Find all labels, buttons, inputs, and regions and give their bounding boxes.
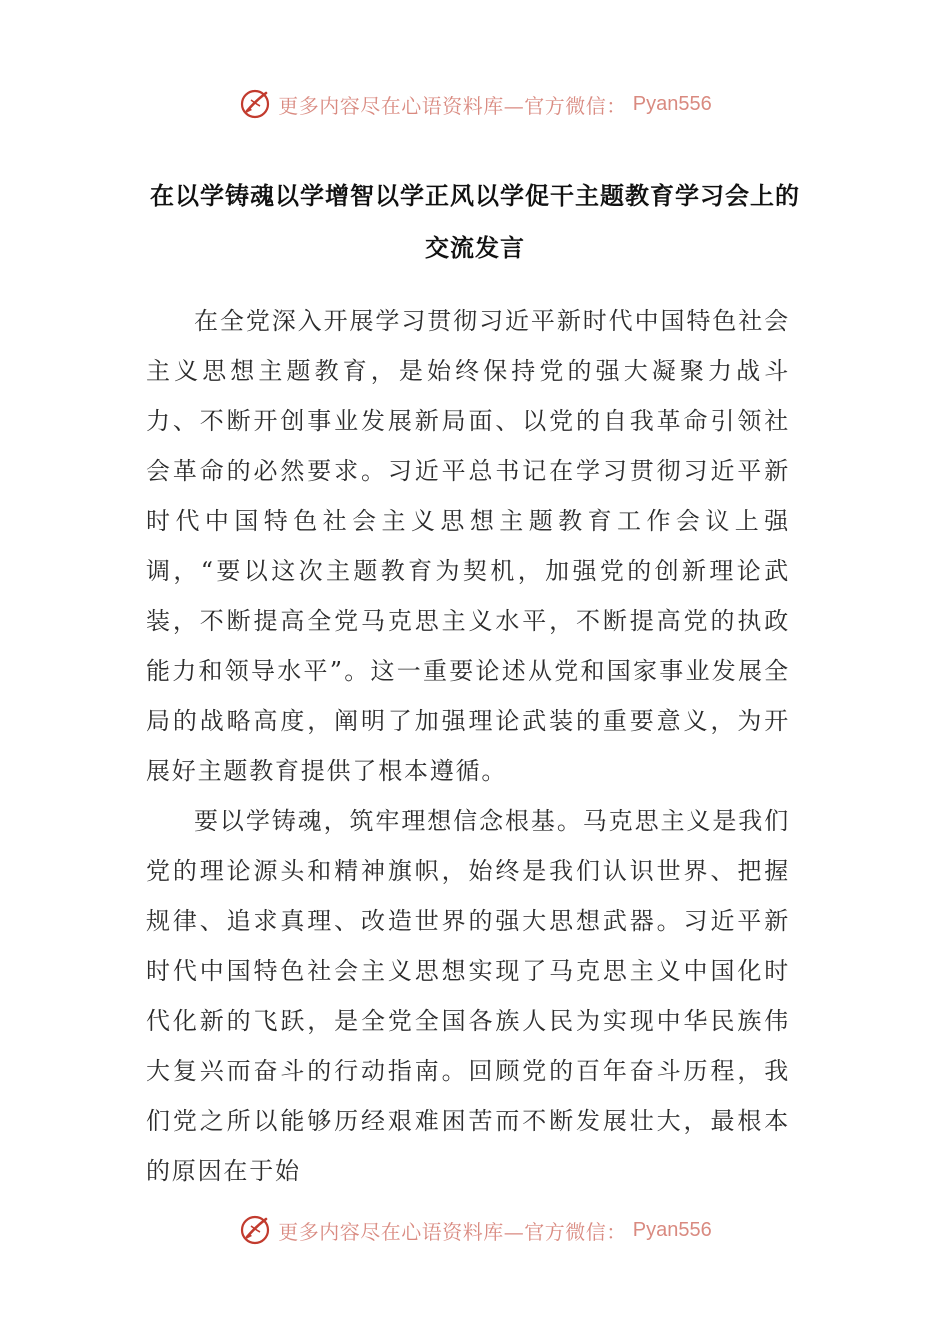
document-title: 在以学铸魂以学增智以学正风以学促干主题教育学习会上的交流发言 xyxy=(150,182,800,262)
watermark-banner-bottom xyxy=(0,1210,950,1250)
pen-logo-icon xyxy=(238,1213,272,1247)
pen-logo-icon xyxy=(238,87,272,121)
watermark-banner-top xyxy=(0,84,950,124)
watermark-text: 更多内容尽在心语资料库—官方微信： xyxy=(278,1219,627,1244)
paragraph-2: 要以学铸魂，筑牢理想信念根基。马克思主义是我们党的理论源头和精神旗帜，始终是我们认识世界、把握规律、追求真理、改造世界的强大思想武器。习近平新时代中国特色社会主义思想实现了马克思主义中国化时代化新的飞跃，是全党全国各族人民为实现中华民族伟大复兴而奋斗的行动指南。回顾党的百年奋斗历程，我们党之所以能够历经艰难困苦而不断发展壮大，最根本的原因在于始 xyxy=(146,807,790,1185)
paragraph-1: 在全党深入开展学习贯彻习近平新时代中国特色社会主义思想主题教育，是始终保持党的强大凝聚力战斗力、不断开创事业发展新局面、以党的自我革命引领社会革命的必然要求。习近平总书记在学习贯彻习近平新时代中国特色社会主义思想主题教育工作会议上强调，“要以这次主题教育为契机，加强党的创新理论武装，不断提高全党马克思主义水平，不断提高党的执政能力和领导水平”。这一重要论述从党和国家事业发展全局的战略高度，阐明了加强理论武装的重要意义，为开展好主题教育提供了根本遵循。 xyxy=(146,307,790,785)
watermark-wechat-id: Pyan556 xyxy=(632,92,712,115)
document-body xyxy=(146,296,790,1196)
watermark-wechat-id: Pyan556 xyxy=(632,1218,712,1241)
watermark-text: 更多内容尽在心语资料库—官方微信： xyxy=(278,93,627,118)
